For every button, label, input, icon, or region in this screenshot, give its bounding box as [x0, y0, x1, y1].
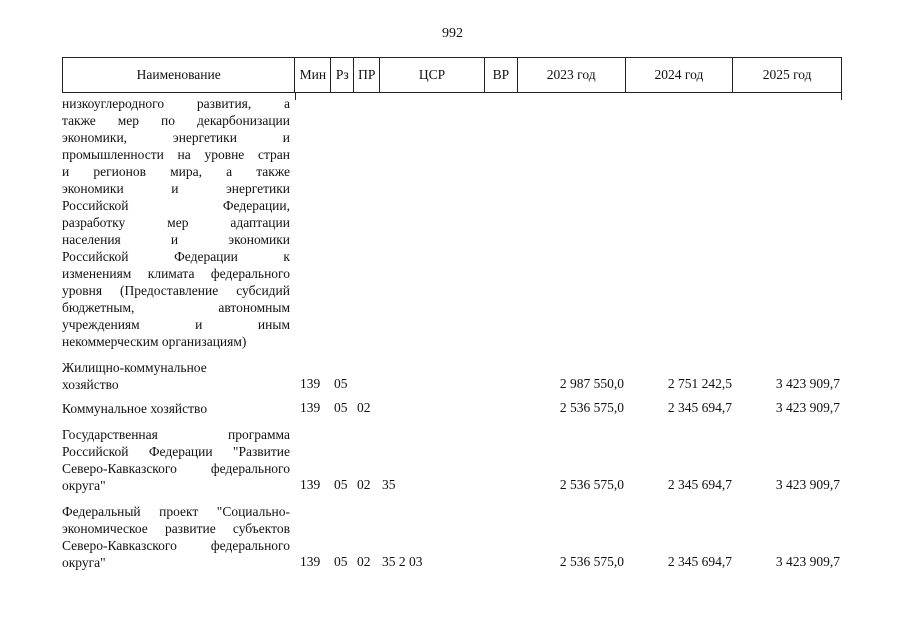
header-vr: ВР [485, 58, 518, 92]
text-line: экономическое развитие субъектов [62, 521, 290, 536]
table-row [62, 400, 842, 417]
cell-2025: 3 423 909,7 [775, 477, 840, 492]
table-row [62, 359, 842, 393]
text-line: округа" [62, 478, 106, 493]
text-line: округа" [62, 555, 106, 570]
text-line: низкоуглеродного развития, а [62, 96, 290, 111]
cell-min: 139 [300, 400, 321, 415]
header-2024: 2024 год [626, 58, 734, 92]
cell-min: 139 [300, 554, 321, 569]
cell-rz: 05 [334, 376, 348, 391]
text-line: Коммунальное хозяйство [62, 401, 208, 416]
cell-pr: 02 [357, 400, 371, 415]
cell-2023: 2 987 550,0 [559, 376, 624, 391]
text-line: также мер по декарбонизации [62, 113, 290, 128]
cell-csr: 35 2 03 [382, 554, 423, 569]
cell-2024: 2 751 242,5 [667, 376, 732, 391]
row-name [62, 359, 290, 393]
text-line: Российской Федерации, [62, 198, 290, 213]
text-line: учреждениям и иным [62, 317, 290, 332]
cell-rz: 05 [334, 477, 348, 492]
text-line: населения и экономики [62, 232, 290, 247]
header-csr: ЦСР [380, 58, 485, 92]
text-line: Северо-Кавказского федерального [62, 538, 290, 553]
text-line: уровня (Предоставление субсидий [62, 283, 290, 298]
text-line: разработку мер адаптации [62, 215, 290, 230]
table-row [62, 426, 842, 494]
text-line: некоммерческим организациям) [62, 334, 247, 349]
text-line: бюджетным, автономным [62, 300, 290, 315]
cell-2025: 3 423 909,7 [775, 376, 840, 391]
row-name [62, 400, 290, 417]
header-pr: ПР [354, 58, 380, 92]
header-2023: 2023 год [518, 58, 626, 92]
cell-2024: 2 345 694,7 [667, 554, 732, 569]
header-name: Наименование [63, 58, 295, 92]
text-line: и регионов мира, а также [62, 164, 290, 179]
cell-2023: 2 536 575,0 [559, 400, 624, 415]
page-number: 992 [442, 26, 463, 41]
text-line: изменениям климата федерального [62, 266, 290, 281]
cell-pr: 02 [357, 554, 371, 569]
text-line: Российской Федерации "Развитие [62, 444, 290, 459]
continued-description [62, 95, 290, 350]
cell-rz: 05 [334, 400, 348, 415]
text-line: Государственная программа [62, 427, 290, 442]
text-line: Российской Федерации к [62, 249, 290, 264]
cell-pr: 02 [357, 477, 371, 492]
table-header [62, 57, 842, 93]
text-line: Северо-Кавказского федерального [62, 461, 290, 476]
cell-min: 139 [300, 376, 321, 391]
cell-2023: 2 536 575,0 [559, 554, 624, 569]
column-divider [295, 92, 296, 100]
text-line: экономики и энергетики [62, 181, 290, 196]
header-min: Мин [295, 58, 331, 92]
column-divider [841, 92, 842, 100]
cell-2025: 3 423 909,7 [775, 400, 840, 415]
header-2025: 2025 год [762, 67, 812, 82]
cell-rz: 05 [334, 554, 348, 569]
header-rz: Рз [331, 58, 354, 92]
table-row [62, 503, 842, 571]
text-line: Жилищно-коммунальное [62, 360, 207, 375]
text-line: промышленности на уровне стран [62, 147, 290, 162]
cell-2024: 2 345 694,7 [667, 400, 732, 415]
row-name [62, 426, 290, 494]
row-name [62, 503, 290, 571]
cell-csr: 35 [382, 477, 396, 492]
text-line: хозяйство [62, 377, 119, 392]
text-line: Федеральный проект "Социально- [62, 504, 290, 519]
cell-2025: 3 423 909,7 [775, 554, 840, 569]
cell-2024: 2 345 694,7 [667, 477, 732, 492]
cell-min: 139 [300, 477, 321, 492]
cell-2023: 2 536 575,0 [559, 477, 624, 492]
text-line: экономики, энергетики и [62, 130, 290, 145]
